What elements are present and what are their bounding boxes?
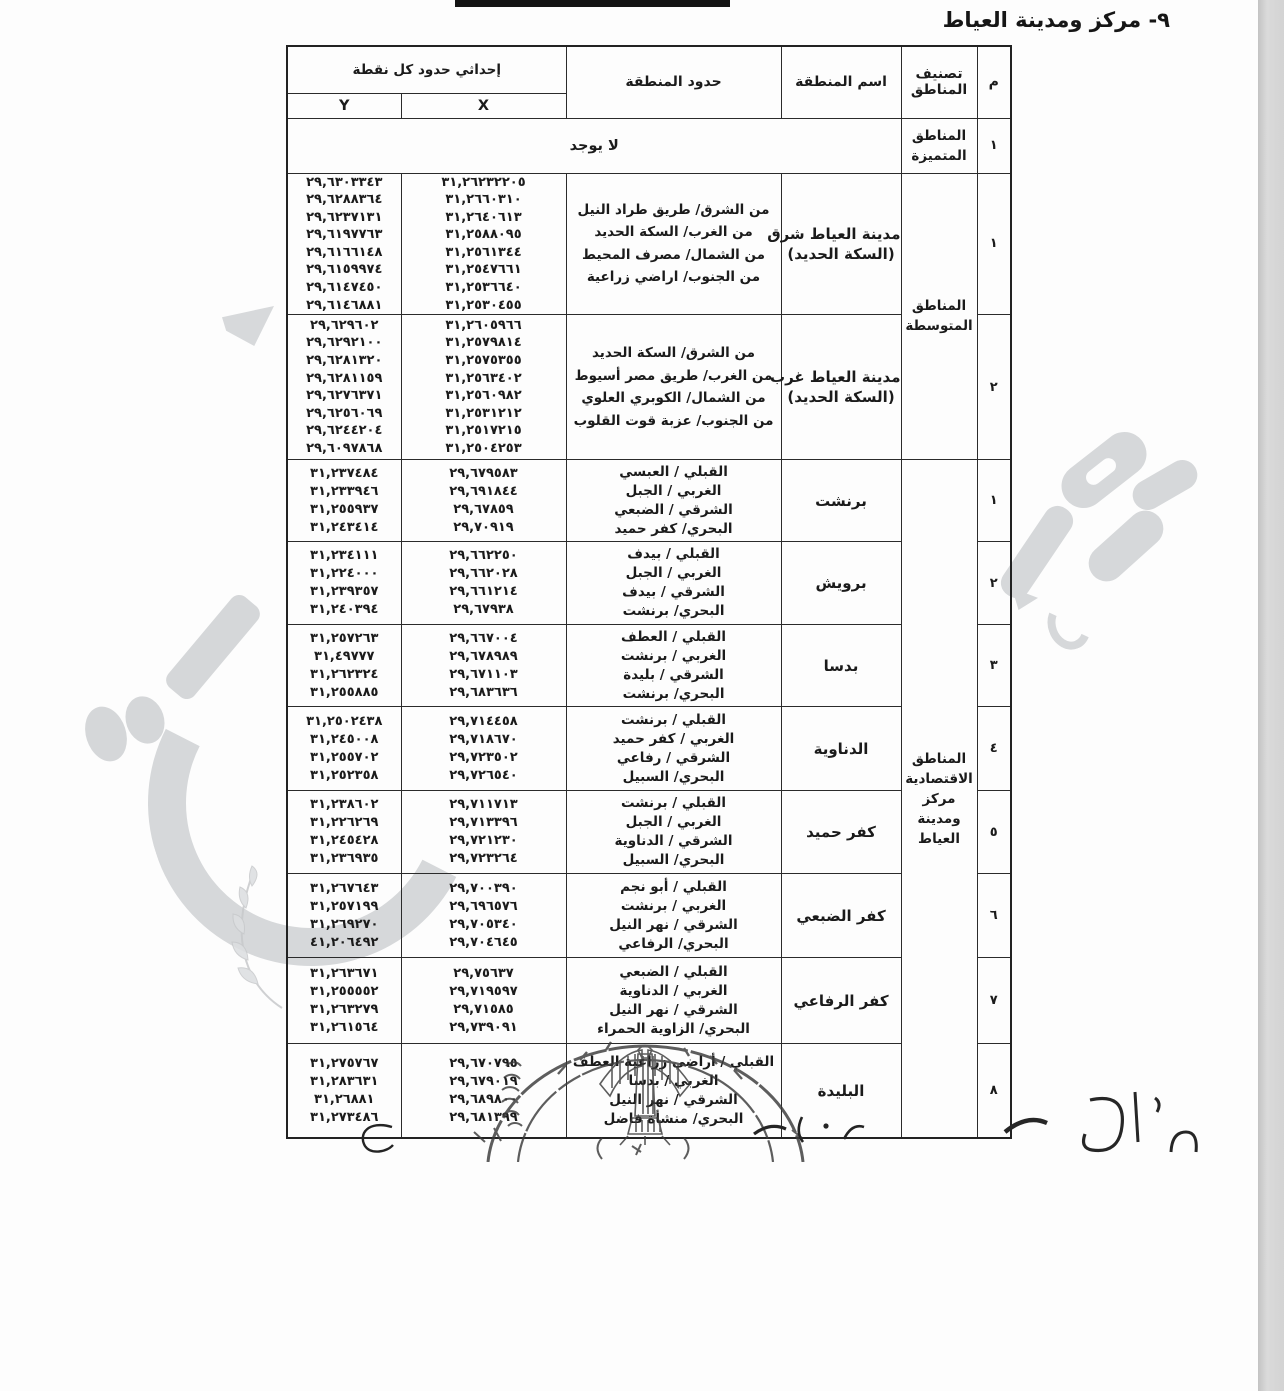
region-bounds: القبلي / العبسي الغربي / الجبل الشرقي / الضبعي البحري/ كفر حميد: [566, 460, 781, 542]
y-coordinates: ٢٩,٦٣٠٣٣٤٣ ٢٩,٦٢٨٨٣٦٤ ٢٩,٦٢٣٧١٣١ ٢٩,٦١٩٧٧٦٣ ٢٩,٦١٦٦١٤٨ ٢٩,٦١٥٩٩٧٤ ٢٩,٦١٤٧٤٥٠ ٢٩,٦١٤٦٨٨١: [287, 173, 401, 315]
row-number: ١: [977, 173, 1011, 315]
classification-cell: المناطق المتميزة: [901, 118, 977, 173]
region-name: برنشت: [781, 460, 901, 542]
x-coordinates: ٢٩,٧٥٦٣٧ ٢٩,٧١٩٥٩٧ ٢٩,٧١٥٨٥ ٢٩,٧٣٩٠٩١: [401, 958, 566, 1044]
y-coordinates: ٣١,٢٣٤١١١ ٣١,٢٢٤٠٠٠ ٣١,٢٣٩٣٥٧ ٣١,٢٤٠٣٩٤: [287, 542, 401, 625]
region-bounds: القبلي / برنشت الغربي / كفر حميد الشرقي / رفاعي البحري/ السبيل: [566, 707, 781, 791]
y-coordinates: ٣١,٢٥٧٢٦٣ ٣١,٤٩٧٧٧ ٣١,٢٦٢٣٢٤ ٣١,٢٥٥٨٨٥: [287, 625, 401, 707]
region-name: كفر حميد: [781, 791, 901, 874]
row-number: ٣: [977, 625, 1011, 707]
table-header-row: [287, 46, 1011, 93]
y-coordinates: ٣١,٢٦٣٦٧١ ٣١,٢٥٥٥٥٢ ٣١,٢٦٣٢٧٩ ٣١,٢٦١٥٦٤: [287, 958, 401, 1044]
x-coordinates: ٢٩,٧١٤٤٥٨ ٢٩,٧١٨٦٧٠ ٢٩,٧٢٣٥٠٢ ٢٩,٧٢٦٥٤٠: [401, 707, 566, 791]
page-edge-band: [1258, 0, 1284, 1391]
watermark-calligraphy: [1081, 503, 1170, 589]
x-coordinates: ٣١,٢٦٢٣٢٢٠٥ ٣١,٢٦٦٠٣١٠ ٣١,٢٦٤٠٦١٣ ٣١,٢٥٨٨٠٩٥ ٣١,٢٥٦١٣٤٤ ٣١,٢٥٤٧٦٦١ ٣١,٢٥٣٦٦٤٠ ٣١,٢٥٣٠٤٥٥: [401, 173, 566, 315]
scan-artifact-strip: [455, 0, 730, 7]
region-name: الدناوية: [781, 707, 901, 791]
region-bounds: القبلي / برنشت الغربي / الجبل الشرقي / الدناوية البحري/ السبيل: [566, 791, 781, 874]
region-name: برويش: [781, 542, 901, 625]
y-coordinates: ٣١,٢٥٠٢٤٣٨ ٣١,٢٤٥٠٠٨ ٣١,٢٥٥٧٠٢ ٣١,٢٥٢٣٥٨: [287, 707, 401, 791]
y-coordinates: ٣١,٢٧٥٧٦٧ ٣١,٢٨٣٦٣١ ٣١,٢٦٨٨١ ٣١,٢٧٣٤٨٦: [287, 1044, 401, 1138]
watermark-calligraphy: [1041, 594, 1098, 655]
header-classification: تصنيف المناطق: [901, 46, 977, 118]
row-number: ٥: [977, 791, 1011, 874]
region-bounds: من الشرق/ طريق طراد النيل من الغرب/ السكة الحديد من الشمال/ مصرف المحيط من الجنوب/ اراضي زراعية: [566, 173, 781, 315]
y-coordinates: ٣١,٢٣٨٦٠٢ ٣١,٢٢٦٢٦٩ ٣١,٢٤٥٤٢٨ ٣١,٢٣٦٩٣٥: [287, 791, 401, 874]
x-coordinates: ٢٩,٦٦٢٢٥٠ ٢٩,٦٦٢٠٢٨ ٢٩,٦٦١٢١٤ ٢٩,٦٧٩٣٨: [401, 542, 566, 625]
header-y-axis: Y: [287, 93, 401, 118]
header-region-name: اسم المنطقة: [781, 46, 901, 118]
table-row-no-data: [287, 118, 1011, 173]
classification-cell: المناطق المتوسطة: [901, 173, 977, 460]
region-bounds: القبلي / العطف الغربي / برنشت الشرقي / بليدة البحري/ برنشت: [566, 625, 781, 707]
x-coordinates: ٢٩,٧١١٧١٣ ٢٩,٧١٣٣٩٦ ٢٩,٧٢١٢٣٠ ٢٩,٧٢٣٢٦٤: [401, 791, 566, 874]
classification-cell: المناطق الاقتصادية مركز ومدينة العياط: [901, 460, 977, 1138]
row-number: ٨: [977, 1044, 1011, 1138]
region-bounds: القبلي / أراضي زراعية العطف الغربي / بدسا الشرقي / نهر النيل البحري/ منشأة فاضل: [566, 1044, 781, 1138]
region-bounds: القبلي / بيدف الغربي / الجبل الشرقي / بيدف البحري/ برنشت: [566, 542, 781, 625]
row-number: ٢: [977, 315, 1011, 460]
header-num: م: [977, 46, 1011, 118]
signature-middle: [746, 1112, 886, 1146]
region-bounds: القبلي / الضبعي الغربي / الدناوية الشرقي / نهر النيل البحري/ الزاوية الحمراء: [566, 958, 781, 1044]
page-title: ٩- مركز ومدينة العياط: [942, 8, 1170, 32]
row-number: ٦: [977, 874, 1011, 958]
region-name: مدينة العياط غرب (السكة الحديد): [781, 315, 901, 460]
region-name: بدسا: [781, 625, 901, 707]
x-coordinates: ٢٩,٦٧٠٧٩٥ ٢٩,٦٧٩٠١٩ ٢٩,٦٨٩٨٠٠ ٢٩,٦٨١٣٩٩: [401, 1044, 566, 1138]
table-row-ayat-east: [287, 173, 1011, 315]
row-number: ١: [977, 460, 1011, 542]
x-coordinates: ٢٩,٦٧٩٥٨٣ ٢٩,٦٩١٨٤٤ ٢٩,٦٧٨٥٩ ٢٩,٧٠٩١٩: [401, 460, 566, 542]
signature-left: [352, 1120, 402, 1154]
x-coordinates: ٢٩,٧٠٠٣٩٠ ٢٩,٦٩٦٥٧٦ ٢٩,٧٠٥٣٤٠ ٢٩,٧٠٤٦٤٥: [401, 874, 566, 958]
x-coordinates: ٣١,٢٦٠٥٩٦٦ ٣١,٢٥٧٩٨١٤ ٣١,٢٥٧٥٣٥٥ ٣١,٢٥٦٣٤٠٢ ٣١,٢٥٦٠٩٨٢ ٣١,٢٥٣١٢١٢ ٣١,٢٥١٧٢١٥ ٣١,٢٥٠٤٢٥٣: [401, 315, 566, 460]
row-number: ٤: [977, 707, 1011, 791]
y-coordinates: ٢٩,٦٢٩٦٠٢ ٢٩,٦٢٩٢١٠٠ ٢٩,٦٢٨١٣٢٠ ٢٩,٦٢٨١١٥٩ ٢٩,٦٢٧٦٣٧١ ٢٩,٦٢٥٦٠٦٩ ٢٩,٦٢٤٤٢٠٤ ٢٩,٦٠٩٧٨٦٨: [287, 315, 401, 460]
y-coordinates: ٣١,٢٣٧٤٨٤ ٣١,٢٣٣٩٤٦ ٣١,٢٥٥٩٣٧ ٣١,٢٤٣٤١٤: [287, 460, 401, 542]
no-data-cell: لا يوجد: [287, 118, 901, 173]
header-region-bounds: حدود المنطقة: [566, 46, 781, 118]
x-coordinates: ٢٩,٦٦٧٠٠٤ ٢٩,٦٧٨٩٨٩ ٢٩,٦٧١١٠٣ ٢٩,٦٨٣٦٣٦: [401, 625, 566, 707]
watermark-laurel: [212, 862, 297, 1012]
header-coordinates: إحداثي حدود كل نقطة: [287, 46, 566, 93]
region-bounds: من الشرق/ السكة الحديد من الغرب/ طريق مصر أسيوط من الشمال/ الكوبري العلوي من الجنوب/ عزبة قوت القلوب: [566, 315, 781, 460]
row-number: ٢: [977, 542, 1011, 625]
row-number: ٧: [977, 958, 1011, 1044]
header-x-axis: X: [401, 93, 566, 118]
zones-table: [286, 45, 1012, 1139]
signature-right: [995, 1086, 1210, 1174]
watermark-shape: [222, 306, 274, 346]
region-bounds: القبلي / أبو نجم الغربي / برنشت الشرقي / نهر النيل البحري/ الرفاعي: [566, 874, 781, 958]
region-name: كفر الضبعي: [781, 874, 901, 958]
y-coordinates: ٣١,٢٦٧٦٤٣ ٣١,٢٥٧١٩٩ ٣١,٢٦٩٢٧٠ ٤١,٢٠٦٤٩٢: [287, 874, 401, 958]
region-name: مدينة العياط شرق (السكة الحديد): [781, 173, 901, 315]
row-number: ١: [977, 118, 1011, 173]
region-name: كفر الرفاعي: [781, 958, 901, 1044]
region-name: البليدة: [781, 1044, 901, 1138]
table-row-barnasht: [287, 460, 1011, 542]
